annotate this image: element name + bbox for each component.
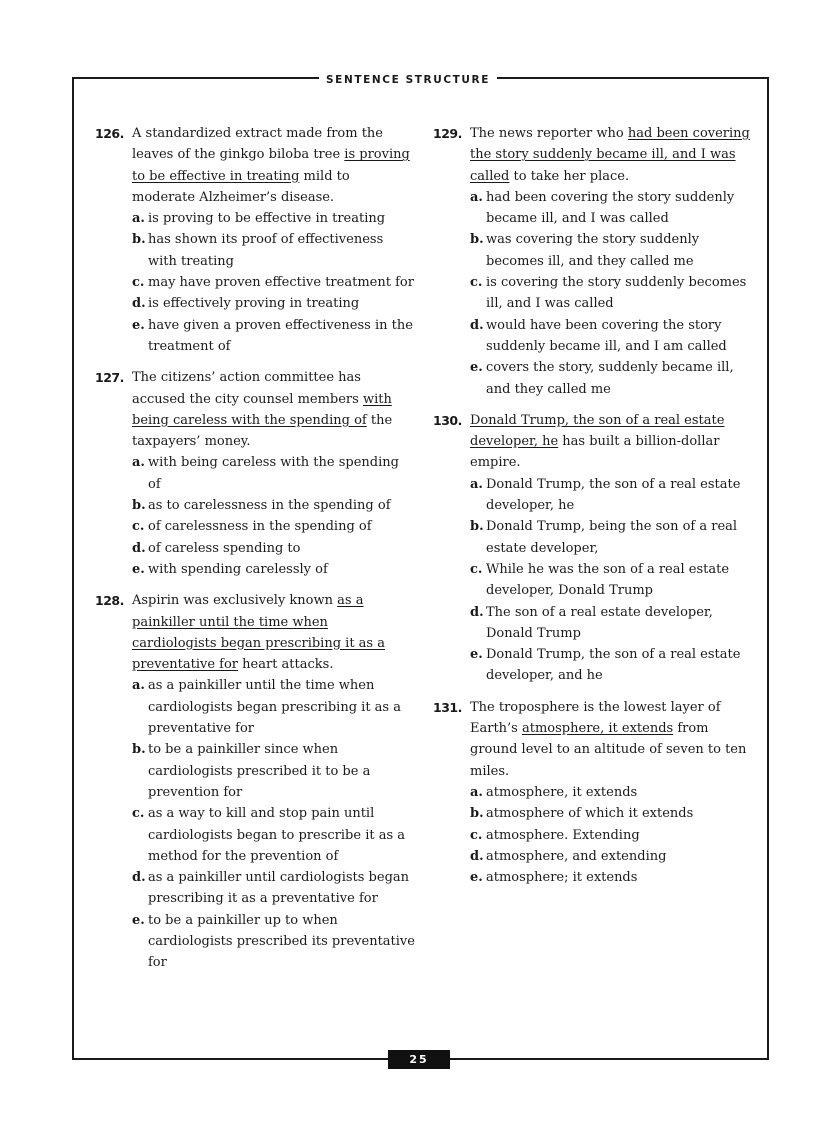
answer-option-b[interactable] xyxy=(470,803,753,824)
option-label: b. xyxy=(132,742,146,758)
option-label: b. xyxy=(470,232,484,248)
option-label: e. xyxy=(132,317,145,333)
option-label: d. xyxy=(132,540,146,556)
question-number: 130. xyxy=(433,412,462,428)
option-text: as a painkiller until the time when cardiologists began prescribing it as a preventative for xyxy=(148,678,401,737)
option-label: c. xyxy=(470,827,483,843)
option-label: d. xyxy=(470,317,484,333)
option-label: a. xyxy=(470,476,483,492)
answer-option-c[interactable] xyxy=(132,516,415,537)
option-text: covers the story, suddenly became ill, and they called me xyxy=(486,360,734,397)
answer-option-d[interactable] xyxy=(132,867,415,910)
answer-option-d[interactable] xyxy=(132,538,415,559)
question-number: 131. xyxy=(433,699,462,715)
stem-text: Aspirin was exclusively known xyxy=(132,593,338,609)
page-number: 25 xyxy=(409,1053,429,1066)
answer-option-e[interactable] xyxy=(470,357,753,400)
option-label: e. xyxy=(470,647,483,663)
answer-option-e[interactable] xyxy=(470,644,753,687)
option-label: b. xyxy=(132,232,146,248)
option-text: to be a painkiller up to when cardiologists prescribed its preventative for xyxy=(148,912,415,971)
answer-option-c[interactable] xyxy=(470,272,753,315)
stem-text: the taxpayers’ money. xyxy=(132,412,393,450)
answer-option-d[interactable] xyxy=(470,602,753,645)
option-label: e. xyxy=(132,561,145,577)
question-129 xyxy=(433,123,753,400)
answer-option-a[interactable] xyxy=(132,452,415,495)
right-column xyxy=(433,123,753,898)
option-text: Donald Trump, the son of a real estate developer, and he xyxy=(486,647,741,684)
page-number-badge xyxy=(388,1050,450,1069)
underlined-portion: atmosphere, it extends xyxy=(522,721,674,737)
stem-text: The troposphere is the lowest layer of Earth’s xyxy=(470,699,721,737)
answer-option-a[interactable] xyxy=(132,208,415,229)
option-label: d. xyxy=(470,848,484,864)
option-text: atmosphere, it extends xyxy=(486,784,638,800)
question-stem xyxy=(470,410,753,474)
option-text: have given a proven effectiveness in the treatment of xyxy=(148,317,413,354)
option-label: a. xyxy=(132,678,145,694)
question-stem xyxy=(132,367,415,452)
option-label: a. xyxy=(132,455,145,471)
option-text: atmosphere. Extending xyxy=(486,827,640,843)
answer-option-b[interactable] xyxy=(470,516,753,559)
option-text: as a painkiller until cardiologists began prescribing it as a preventative for xyxy=(148,870,410,907)
underlined-portion: as a painkiller until the time when cardiologists began prescribing it as a preventative for xyxy=(132,593,385,673)
option-text: with being careless with the spending of xyxy=(148,455,399,492)
option-label: c. xyxy=(132,275,145,291)
answer-option-a[interactable] xyxy=(470,187,753,230)
question-127 xyxy=(95,367,415,580)
option-label: d. xyxy=(132,870,146,886)
answer-option-e[interactable] xyxy=(132,910,415,974)
stem-text: A standardized extract made from the leaves of the ginkgo biloba tree xyxy=(132,126,383,163)
underlined-portion: had been covering the story suddenly became ill, and I was called xyxy=(470,126,750,184)
option-label: a. xyxy=(132,211,145,227)
answer-option-c[interactable] xyxy=(132,272,415,293)
option-text: is effectively proving in treating xyxy=(148,296,360,312)
question-stem xyxy=(470,697,753,782)
answer-option-b[interactable] xyxy=(470,229,753,272)
stem-text: to take her place. xyxy=(509,168,630,184)
option-text: of careless spending to xyxy=(148,540,301,556)
option-text: as to carelessness in the spending of xyxy=(148,498,391,514)
answer-option-c[interactable] xyxy=(132,803,415,867)
question-stem xyxy=(470,123,753,187)
answer-option-a[interactable] xyxy=(132,675,415,739)
question-126 xyxy=(95,123,415,357)
option-text: Donald Trump, being the son of a real estate developer, xyxy=(486,519,738,556)
answer-option-a[interactable] xyxy=(470,474,753,517)
option-text: atmosphere of which it extends xyxy=(486,806,694,822)
option-label: e. xyxy=(132,912,145,928)
option-text: may have proven effective treatment for xyxy=(148,275,414,291)
option-text: is covering the story suddenly becomes ill, and I was called xyxy=(486,275,747,312)
question-number: 127. xyxy=(95,370,124,386)
stem-text: heart attacks. xyxy=(238,657,334,673)
question-number: 129. xyxy=(433,126,462,141)
option-text: has shown its proof of effectiveness with treating xyxy=(148,232,384,269)
option-text: was covering the story suddenly becomes ill, and they called me xyxy=(486,232,700,269)
answer-option-d[interactable] xyxy=(470,846,753,867)
underlined-portion: with being careless with the spending of xyxy=(132,391,392,428)
question-128 xyxy=(95,590,415,973)
left-column xyxy=(95,123,415,984)
option-text: to be a painkiller since when cardiologists prescribed it to be a prevention for xyxy=(148,742,371,800)
option-label: e. xyxy=(470,870,483,886)
underlined-portion: is proving to be effective in treating xyxy=(132,147,410,184)
option-text: with spending carelessly of xyxy=(148,561,328,577)
option-label: b. xyxy=(470,519,484,535)
underlined-portion: Donald Trump, the son of a real estate developer, he xyxy=(470,412,725,450)
answer-option-a[interactable] xyxy=(470,782,753,803)
answer-option-c[interactable] xyxy=(470,825,753,846)
question-131 xyxy=(433,697,753,889)
stem-text: from ground level to an altitude of seven to ten miles. xyxy=(470,721,747,779)
option-text: would have been covering the story suddenly became ill, and I am called xyxy=(486,317,727,354)
answer-option-e[interactable] xyxy=(132,315,415,358)
option-text: had been covering the story suddenly became ill, and I was called xyxy=(486,189,735,227)
option-label: e. xyxy=(470,360,483,376)
option-label: b. xyxy=(132,498,146,514)
option-label: c. xyxy=(470,561,483,577)
option-text: While he was the son of a real estate developer, Donald Trump xyxy=(486,561,730,599)
option-label: d. xyxy=(470,604,484,620)
question-stem xyxy=(132,590,415,675)
answer-option-d[interactable] xyxy=(132,293,415,314)
answer-option-e[interactable] xyxy=(132,559,415,580)
question-130 xyxy=(433,410,753,687)
section-title: SENTENCE STRUCTURE xyxy=(319,74,497,86)
option-label: a. xyxy=(470,784,483,800)
answer-option-d[interactable] xyxy=(470,315,753,358)
option-text: of carelessness in the spending of xyxy=(148,519,372,535)
answer-option-c[interactable] xyxy=(470,559,753,602)
stem-text: mild to moderate Alzheimer’s disease. xyxy=(132,168,350,205)
answer-option-b[interactable] xyxy=(132,229,415,272)
option-text: atmosphere; it extends xyxy=(486,870,638,886)
option-text: The son of a real estate developer, Donald Trump xyxy=(486,604,713,641)
stem-text: has built a billion-dollar empire. xyxy=(470,434,720,471)
option-label: c. xyxy=(470,275,483,291)
answer-option-e[interactable] xyxy=(470,867,753,888)
option-text: as a way to kill and stop pain until cardiologists began to prescribe it as a method for the prevention of xyxy=(148,806,406,864)
answer-option-b[interactable] xyxy=(132,739,415,803)
option-text: atmosphere, and extending xyxy=(486,848,667,864)
running-header xyxy=(0,68,816,87)
option-label: b. xyxy=(470,806,484,822)
question-number: 126. xyxy=(95,126,124,141)
option-text: is proving to be effective in treating xyxy=(148,211,386,227)
option-label: c. xyxy=(132,806,145,822)
stem-text: The citizens’ action committee has accused the city counsel members xyxy=(132,370,363,407)
option-text: Donald Trump, the son of a real estate developer, he xyxy=(486,476,741,514)
question-stem xyxy=(132,123,415,208)
option-label: a. xyxy=(470,189,483,205)
question-number: 128. xyxy=(95,593,124,609)
option-label: c. xyxy=(132,519,145,535)
answer-option-b[interactable] xyxy=(132,495,415,516)
stem-text: The news reporter who xyxy=(470,126,628,141)
option-label: d. xyxy=(132,296,146,312)
